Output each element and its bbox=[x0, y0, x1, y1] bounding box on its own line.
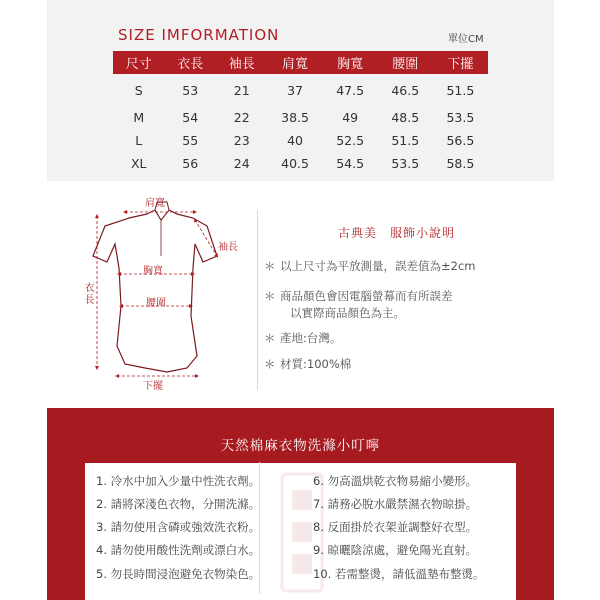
star-icon: ＊ bbox=[264, 289, 276, 303]
table-cell: 49 bbox=[342, 110, 359, 125]
table-cell: 55 bbox=[182, 133, 199, 148]
table-row bbox=[113, 129, 488, 152]
header-shoulder: 肩寬 bbox=[268, 51, 323, 74]
size-table bbox=[113, 51, 488, 175]
table-cell: 46.5 bbox=[391, 82, 420, 98]
table-cell: S bbox=[134, 82, 143, 98]
star-icon: ＊ bbox=[264, 357, 276, 371]
size-title: SIZE IMFORMATION bbox=[118, 26, 280, 44]
size-table-header bbox=[113, 51, 488, 74]
table-cell: 52.5 bbox=[336, 133, 365, 148]
care-item: 4. 請勿使用酸性洗劑或漂白水。 bbox=[96, 543, 261, 557]
diagram-length-label: 衣長 bbox=[82, 282, 93, 306]
table-cell: 40 bbox=[287, 133, 303, 148]
table-row bbox=[113, 74, 488, 106]
care-item: 8. 反面掛於衣架並調整好衣型。 bbox=[313, 520, 478, 534]
table-cell: 58.5 bbox=[446, 156, 475, 171]
garment-diagram bbox=[75, 196, 265, 396]
table-cell: 24 bbox=[233, 156, 250, 171]
note-text-line2: 以實際商品顏色為主。 bbox=[290, 306, 405, 320]
note-text: 材質:100%棉 bbox=[280, 357, 352, 371]
header-length: 衣長 bbox=[165, 51, 217, 74]
size-unit: 單位CM bbox=[448, 34, 484, 45]
table-cell: 51.5 bbox=[391, 133, 420, 148]
header-chest: 胸寬 bbox=[323, 51, 378, 74]
diagram-sleeve-label: 袖長 bbox=[218, 242, 238, 253]
header-hem: 下擺 bbox=[433, 51, 488, 74]
care-item: 1. 冷水中加入少量中性洗衣劑。 bbox=[96, 474, 261, 488]
care-item: 9. 晾曬陰涼處，避免陽光直射。 bbox=[313, 543, 478, 557]
table-cell: 38.5 bbox=[281, 110, 309, 125]
header-size: 尺寸 bbox=[113, 51, 165, 74]
note-item bbox=[264, 330, 341, 347]
table-cell: XL bbox=[130, 156, 147, 171]
star-icon: ＊ bbox=[264, 331, 276, 345]
table-cell: L bbox=[135, 133, 143, 148]
table-cell: 54 bbox=[182, 110, 199, 125]
header-waist: 腰圍 bbox=[378, 51, 433, 74]
care-item: 10. 若需整燙，請低溫墊布整燙。 bbox=[313, 567, 485, 581]
divider bbox=[257, 210, 258, 390]
note-text: 以上尺寸為平放測量，誤差值為±2cm bbox=[280, 259, 476, 273]
note-item bbox=[264, 356, 351, 373]
care-item: 6. 勿高溫烘乾衣物易縮小變形。 bbox=[313, 474, 478, 488]
diagram-chest-label: 胸寬 bbox=[143, 266, 163, 277]
note-text: 產地:台灣。 bbox=[280, 331, 342, 345]
table-cell: 47.5 bbox=[336, 82, 365, 98]
table-cell: 54.5 bbox=[336, 156, 365, 171]
care-item: 5. 勿長時間浸泡避免衣物染色。 bbox=[96, 567, 261, 581]
table-cell: 21 bbox=[233, 82, 250, 98]
table-cell: 23 bbox=[233, 133, 250, 148]
notes-title: 古典美 服飾小說明 bbox=[338, 226, 456, 240]
table-cell: 37 bbox=[287, 82, 303, 98]
note-text: 商品顏色會因電腦螢幕而有所誤差 bbox=[280, 289, 453, 303]
diagram-hem-label: 下擺 bbox=[143, 381, 163, 392]
care-item: 2. 請將深淺色衣物，分開洗滌。 bbox=[96, 497, 261, 511]
garment-diagram-svg bbox=[75, 196, 265, 396]
table-cell: 56 bbox=[182, 156, 199, 171]
note-item bbox=[264, 288, 453, 322]
table-cell: 48.5 bbox=[391, 110, 420, 125]
note-item bbox=[264, 258, 475, 275]
table-cell: 40.5 bbox=[281, 156, 309, 171]
care-item: 7. 請務必脫水嚴禁濕衣物晾掛。 bbox=[313, 497, 478, 511]
care-item: 3. 請勿使用含磷或強效洗衣粉。 bbox=[96, 520, 261, 534]
table-cell: 22 bbox=[233, 110, 250, 125]
table-row bbox=[113, 106, 488, 129]
table-cell: 56.5 bbox=[446, 133, 475, 148]
table-cell: 53.5 bbox=[391, 156, 420, 171]
diagram-waist-label: 腰圍 bbox=[146, 298, 166, 309]
care-title: 天然棉麻衣物洗滌小叮嚀 bbox=[220, 438, 381, 454]
table-cell: 53.5 bbox=[446, 110, 475, 125]
garment-shape bbox=[93, 210, 217, 372]
table-cell: 51.5 bbox=[446, 82, 475, 98]
star-icon: ＊ bbox=[264, 259, 276, 273]
table-cell: M bbox=[133, 110, 145, 125]
table-row bbox=[113, 152, 488, 175]
header-sleeve: 袖長 bbox=[216, 51, 268, 74]
diagram-shoulder-label: 肩寬 bbox=[145, 198, 165, 209]
table-cell: 53 bbox=[182, 82, 199, 98]
